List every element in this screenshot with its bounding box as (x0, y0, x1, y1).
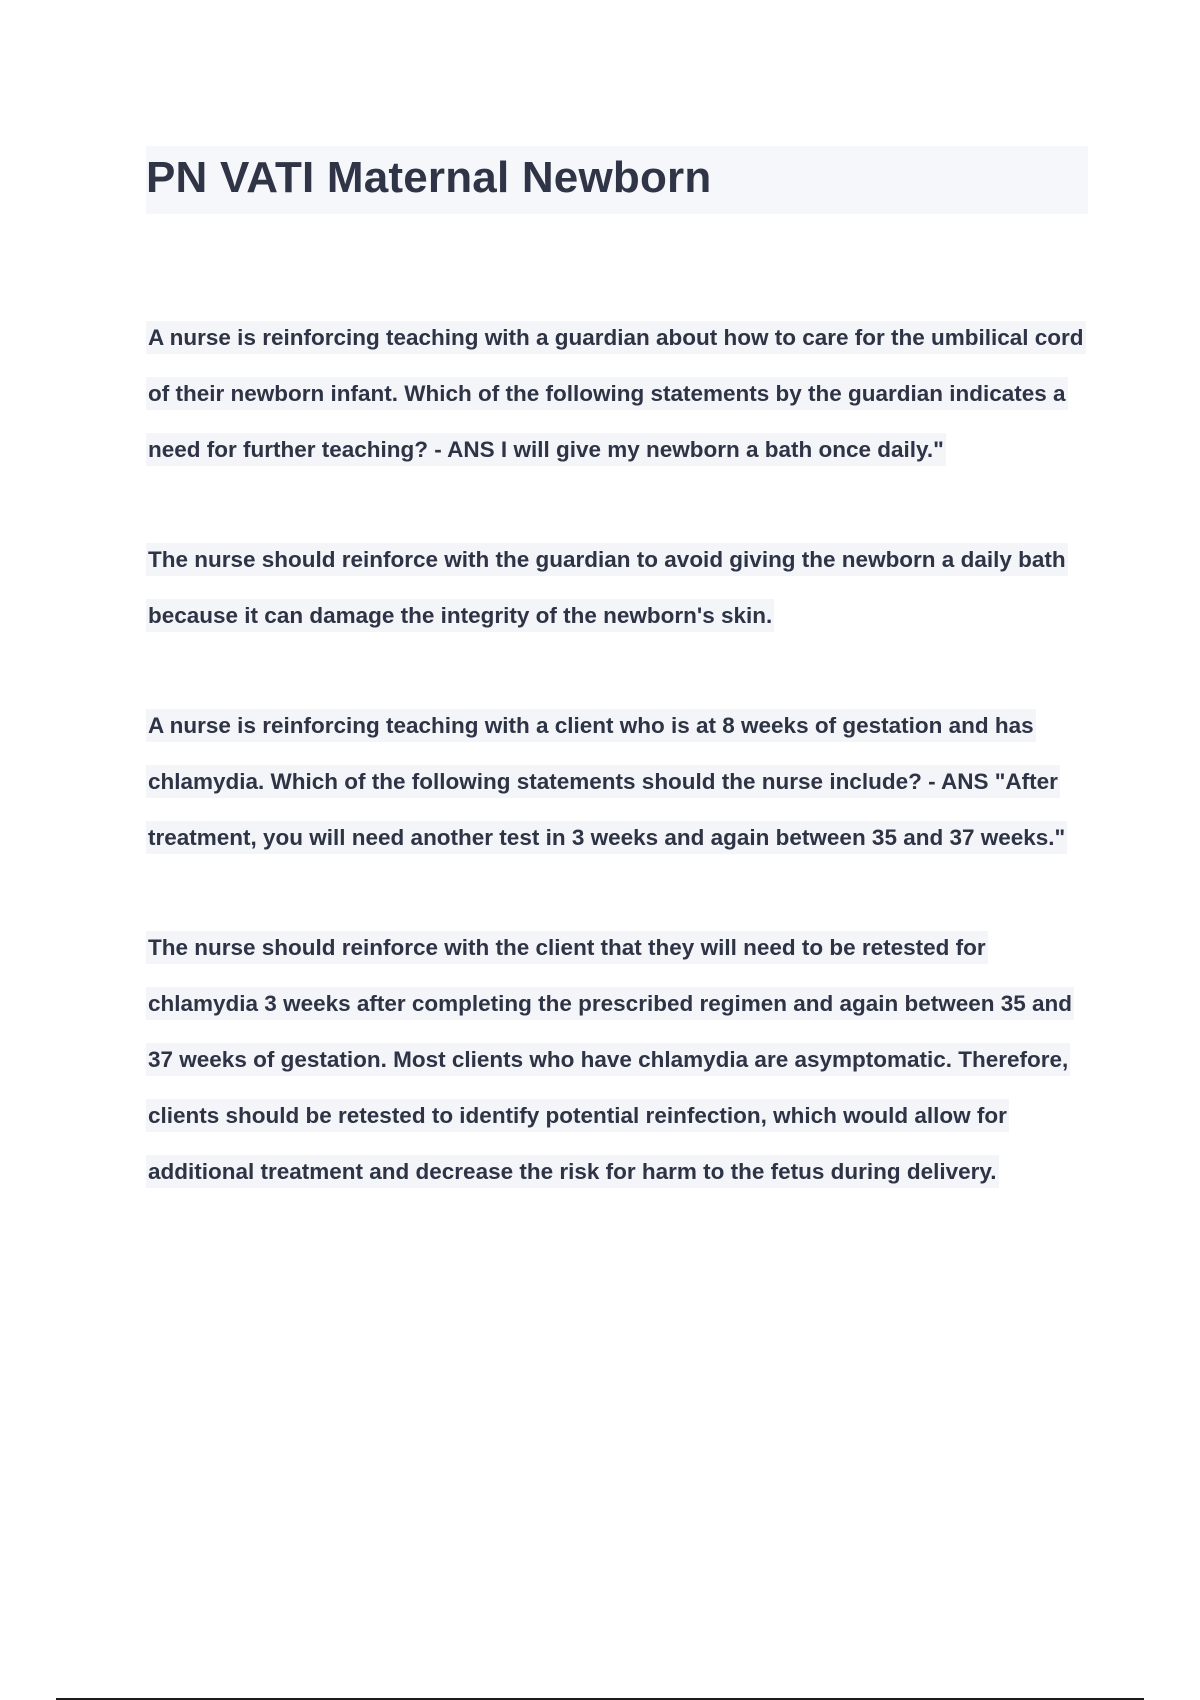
rationale-2-text: The nurse should reinforce with the client that they will need to be retested for chlamydia 3 weeks after completing the prescribed regimen and again between 35 and 37 weeks of gestation. Most clients who have chlamydia are asymptomatic. Therefore, clients should be retested to identify potential reinfection, which would allow for additional treatment and decrease the risk for harm to the fetus during delivery. (146, 931, 1074, 1188)
document-title: PN VATI Maternal Newborn (146, 153, 712, 202)
rationale-paragraph (146, 532, 1086, 644)
question-1-text: A nurse is reinforcing teaching with a guardian about how to care for the umbilical cord of their newborn infant. Which of the following statements by the guardian indicates a need for further teaching? - ANS I will give my newborn a bath once daily." (146, 321, 1086, 466)
question-paragraph (146, 698, 1086, 866)
question-2-text: A nurse is reinforcing teaching with a client who is at 8 weeks of gestation and has chlamydia. Which of the following statements should the nurse include? - ANS "After treatment, you will need another test in 3 weeks and again between 35 and 37 weeks." (146, 709, 1067, 854)
question-paragraph (146, 310, 1086, 478)
rationale-1-text: The nurse should reinforce with the guardian to avoid giving the newborn a daily bath because it can damage the integrity of the newborn's skin. (146, 543, 1068, 632)
document-body (146, 310, 1086, 1200)
rationale-paragraph (146, 920, 1086, 1200)
title-banner (146, 146, 1088, 214)
